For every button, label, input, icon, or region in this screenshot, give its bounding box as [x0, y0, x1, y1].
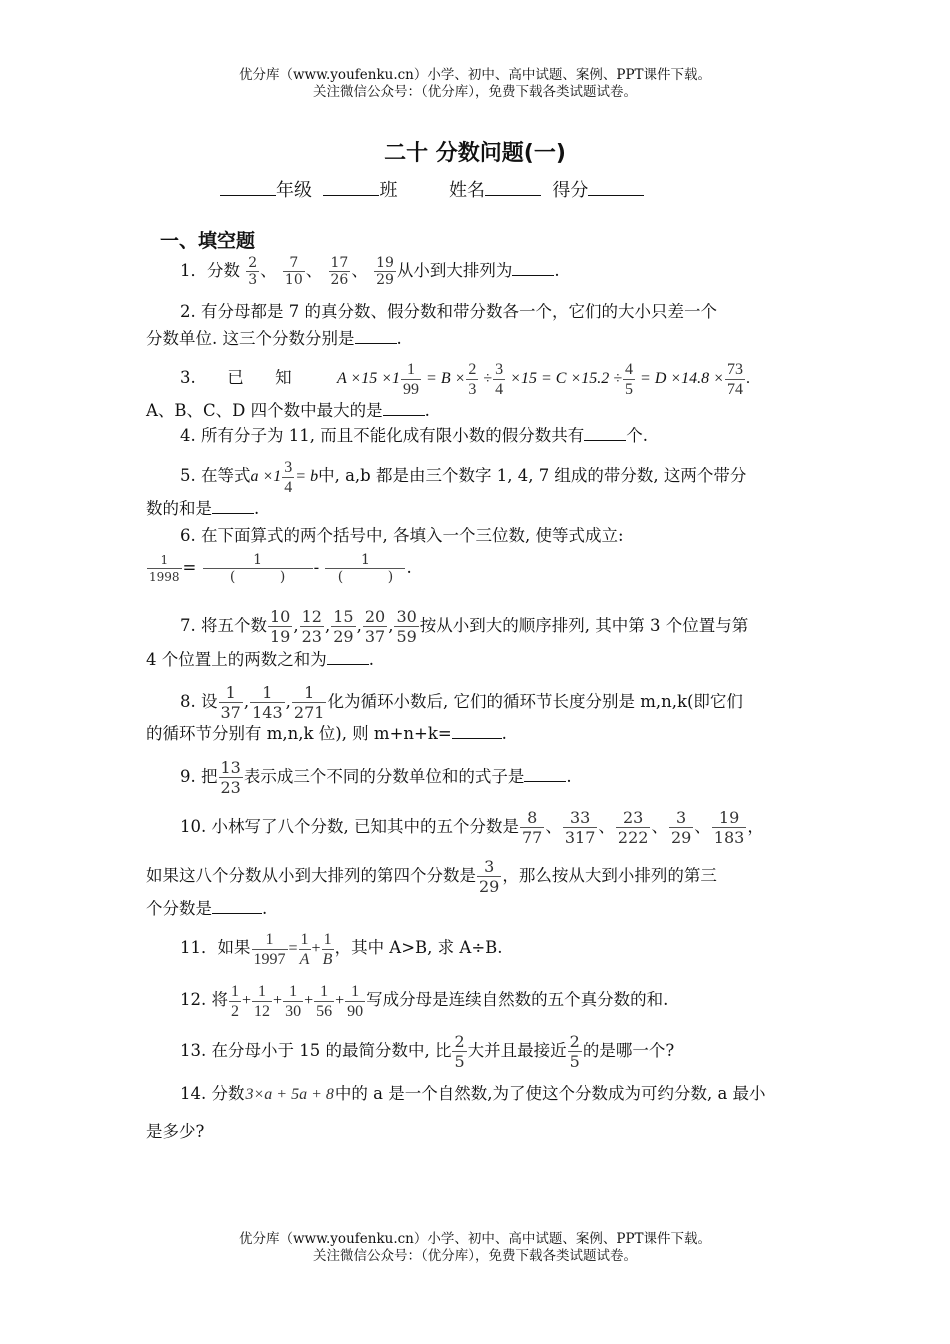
- question-6: 6. 在下面算式的两个括号中, 各填入一个三位数, 使等式成立:: [180, 526, 624, 545]
- answer-blank[interactable]: [327, 650, 369, 665]
- answer-blank[interactable]: [524, 767, 566, 782]
- footer-line-1: 优分库（www.youfenku.cn）小学、初中、高中试题、案例、PPT课件下载。: [238, 1231, 712, 1247]
- question-2-cont: 分数单位. 这三个分数分别是 .: [146, 329, 402, 348]
- fraction: $\frac{2}{3}$: [248, 255, 258, 288]
- score-label: 得分: [552, 180, 589, 201]
- page-footer: [0, 1231, 950, 1265]
- question-9: 9. 把 $\frac{13}{23}$ 表示成三个不同的分数单位和的式子是 .: [180, 758, 572, 797]
- fraction: $\frac{7}{10}$: [284, 255, 303, 288]
- question-14-cont: 是多少?: [146, 1122, 205, 1141]
- question-7: 7. 将五个数 $\frac{10}{19}$ , $\frac{12}{23}$ , $\frac{15}{29}$ , $\frac{20}{37}$ , $\frac{30}{59}$ 按从小到大的顺序排列, 其中第 3 个位置与第: [180, 607, 749, 646]
- fraction: $\frac{19}{29}$: [376, 255, 394, 288]
- header-line-2: 关注微信公众号：（优分库），免费下载各类试题试卷。: [313, 84, 637, 100]
- question-3-cont: A、B、C、D 四个数中最大的是 .: [146, 401, 430, 420]
- question-14: 14. 分数3×a + 5a + 8中的 a 是一个自然数,为了使这个分数成为可约分数, a 最小: [180, 1084, 766, 1103]
- answer-blank[interactable]: [383, 401, 425, 416]
- answer-blank[interactable]: [355, 329, 397, 344]
- header-line-1: 优分库（www.youfenku.cn）小学、初中、高中试题、案例、PPT课件下载。: [238, 67, 712, 83]
- question-8: 8. 设 $\frac{1}{37}$ , $\frac{1}{143}$ , $\frac{1}{271}$ 化为循环小数后, 它们的循环节长度分别是 m,n,k(即它们: [180, 683, 743, 722]
- answer-blank[interactable]: [212, 899, 262, 914]
- footer-line-2: 关注微信公众号：（优分库），免费下载各类试题试卷。: [313, 1248, 637, 1264]
- question-8-cont: 的循环节分别有 m,n,k 位), 则 m+n+k= .: [146, 724, 507, 743]
- answer-blank[interactable]: [512, 261, 554, 276]
- page-header: [0, 67, 950, 101]
- question-10-cont2: 个分数是 .: [146, 899, 268, 918]
- question-13: 13. 在分母小于 15 的最简分数中, 比 $\frac{2}{5}$ 大并且最接近 $\frac{2}{5}$ 的是哪一个?: [180, 1032, 675, 1071]
- question-10-cont: 如果这八个分数从小到大排列的第四个分数是 $\frac{3}{29}$ ，那么按从大到小排列的第三: [146, 857, 717, 896]
- question-6-equation: $\frac{1}{1998}$ = $\frac{1}{( )}$ - $\frac{1}{( )}$ .: [149, 552, 412, 585]
- question-1: 1．分数 $\frac{2}{3}$ 、 $\frac{7}{10}$ 、 $\frac{17}{26}$ 、 $\frac{19}{29}$ 从小到大排列为 .: [180, 255, 560, 288]
- equation: A ×15 ×1 $\frac{1}{99}$ = B × $\frac{2}{3}$ ÷ $\frac{3}{4}$ ×15 = C ×15.2 ÷ $\frac{4}{5}$ = D ×14.8 × $\frac{73}{74}$ .: [336, 361, 750, 398]
- student-info: [220, 176, 644, 202]
- page-title: 二十 分数问题(一): [384, 141, 566, 166]
- fraction: $\frac{17}{26}$: [330, 255, 349, 288]
- question-7-cont: 4 个位置上的两数之和为 .: [146, 650, 374, 669]
- question-11: 11．如果 $\frac{1}{1997}$ = $\frac{1}{A}+$ $\frac{1}{B}$，其中 A>B, 求 A÷B.: [180, 931, 503, 968]
- section-heading: 一、填空题: [160, 230, 256, 252]
- name-label: 姓名: [448, 180, 485, 201]
- question-2: 2. 有分母都是 7 的真分数、假分数和带分数各一个，它们的大小只差一个: [180, 302, 717, 321]
- question-5-cont: 数的和是 .: [146, 499, 260, 518]
- answer-blank[interactable]: [452, 724, 502, 739]
- grade-label: 年级: [276, 180, 312, 201]
- question-4: 4. 所有分子为 11, 而且不能化成有限小数的假分数共有 个.: [180, 426, 648, 445]
- answer-blank[interactable]: [584, 426, 626, 441]
- answer-blank[interactable]: [212, 499, 254, 514]
- question-12: 12. 将 $\frac{1}{2}$ + $\frac{1}{12}$ + $\frac{1}{30}$ + $\frac{1}{56}$ + $\frac{1}{90}$ 写成分母是连续自然数的五个真分数的和.: [180, 983, 669, 1020]
- question-3: 3. 已 知 A ×15 ×1 $\frac{1}{99}$ = B × $\frac{2}{3}$ ÷ $\frac{3}{4}$ ×15 = C ×15.2 ÷ $\frac{4}{5}$ = D ×14.8 × $\frac{73}{74}$ .: [180, 361, 750, 398]
- question-10: 10. 小林写了八个分数, 已知其中的五个分数是 $\frac{8}{77}$ 、 $\frac{33}{317}$ 、 $\frac{23}{222}$ 、 $\frac{3}{29}$ 、 $\frac{19}{183}$ ，: [180, 808, 764, 847]
- class-label: 班: [379, 180, 398, 201]
- question-5: 5. 在等式a ×1 $\frac{3}{4}$ = b中, a,b 都是由三个数字 1, 4, 7 组成的带分数, 这两个带分: [180, 459, 747, 496]
